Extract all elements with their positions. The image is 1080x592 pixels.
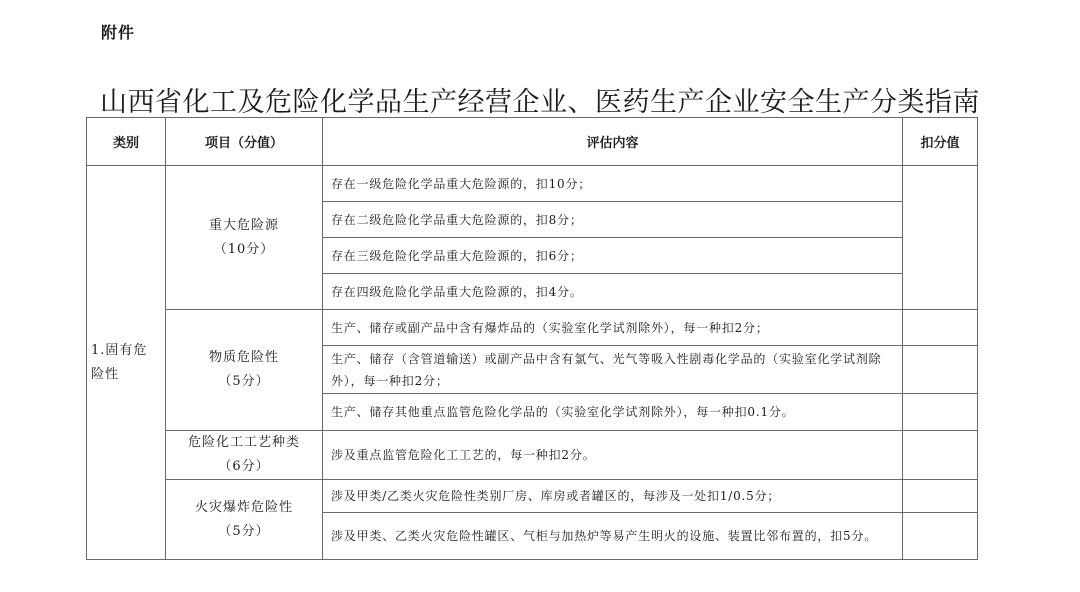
table-row [87, 431, 978, 480]
deduction-cell[interactable] [903, 346, 978, 394]
column-header-deduction: 扣分值 [903, 118, 978, 166]
column-header-item: 项目（分值） [166, 118, 323, 166]
document-title: 山西省化工及危险化学品生产经营企业、医药生产企业安全生产分类指南 [100, 87, 980, 119]
item-score: （10分） [213, 241, 275, 257]
deduction-cell[interactable] [903, 480, 978, 513]
table-header-row [87, 118, 978, 166]
criteria-cell: 存在一级危险化学品重大危险源的，扣10分； [323, 166, 903, 202]
category-cell [87, 166, 166, 560]
criteria-cell: 生产、储存（含管道输送）或副产品中含有氯气、光气等吸入性剧毒化学品的（实验室化学试剂除外），每一种扣2分； [323, 346, 903, 394]
attachment-label: 附件 [101, 23, 136, 42]
item-name: 危险化工工艺种类 [187, 435, 300, 450]
classification-table [86, 117, 978, 560]
criteria-cell: 涉及重点监管危险化工工艺的，每一种扣2分。 [323, 431, 903, 480]
item-cell-chemical-process [166, 431, 323, 480]
item-name: 物质危险性 [208, 350, 279, 365]
deduction-cell[interactable] [903, 166, 978, 310]
item-score: （6分） [218, 459, 270, 474]
deduction-cell[interactable] [903, 394, 978, 431]
criteria-cell: 涉及甲类/乙类火灾危险性类别厂房、库房或者罐区的，每涉及一处扣1/0.5分； [323, 480, 903, 513]
item-name: 重大危险源 [208, 217, 279, 233]
criteria-cell: 生产、储存或副产品中含有爆炸品的（实验室化学试剂除外），每一种扣2分； [323, 310, 903, 346]
category-line1: 1.固有危 [91, 342, 148, 358]
category-line2: 险性 [91, 366, 120, 382]
deduction-cell[interactable] [903, 310, 978, 346]
item-cell-fire-explosion [166, 480, 323, 560]
column-header-content: 评估内容 [323, 118, 903, 166]
column-header-category: 类别 [87, 118, 166, 166]
table-row [87, 480, 978, 513]
criteria-cell: 存在二级危险化学品重大危险源的，扣8分； [323, 202, 903, 238]
item-score: （5分） [218, 374, 270, 389]
criteria-cell: 涉及甲类、乙类火灾危险性罐区、气柜与加热炉等易产生明火的设施、装置比邻布置的，扣5分。 [323, 513, 903, 560]
table-row [87, 166, 978, 202]
item-cell-substance-hazard [166, 310, 323, 431]
deduction-cell[interactable] [903, 431, 978, 480]
deduction-cell[interactable] [903, 513, 978, 560]
criteria-cell: 存在三级危险化学品重大危险源的，扣6分； [323, 238, 903, 274]
item-name: 火灾爆炸危险性 [194, 499, 293, 515]
item-cell-major-hazard [166, 166, 323, 310]
criteria-cell: 生产、储存其他重点监管危险化学品的（实验室化学试剂除外），每一种扣0.1分。 [323, 394, 903, 431]
criteria-cell: 存在四级危险化学品重大危险源的，扣4分。 [323, 274, 903, 310]
item-score: （5分） [218, 523, 270, 539]
table-row [87, 310, 978, 346]
